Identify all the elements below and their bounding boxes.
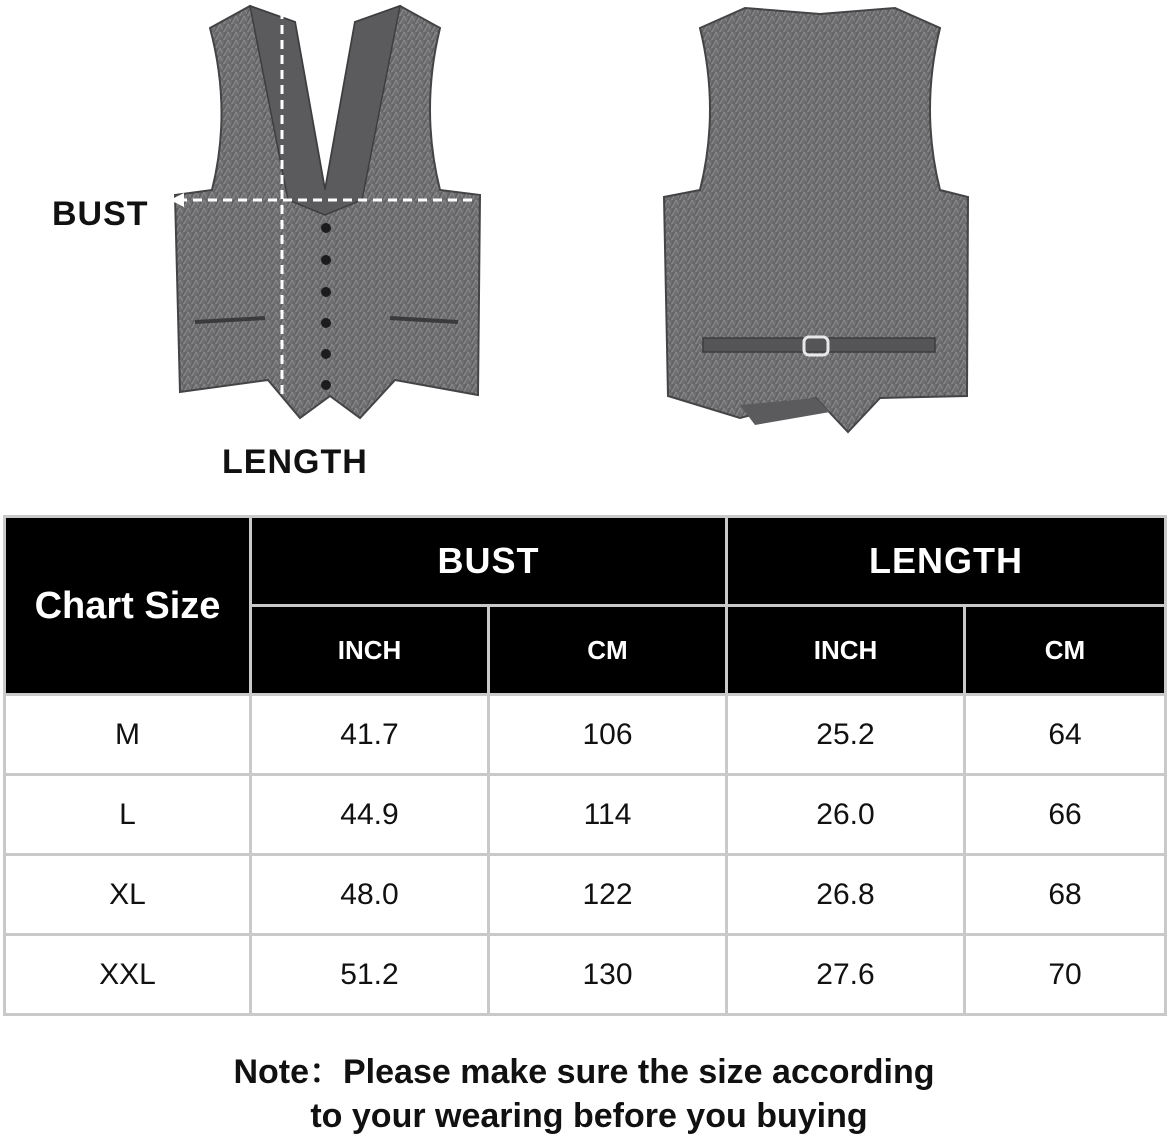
table-row [5,695,1166,775]
bust-group-header: BUST [251,517,727,606]
length-cm-cell: 70 [965,935,1166,1015]
length-inch-cell: 25.2 [727,695,965,775]
bust-inch-cell: 41.7 [251,695,489,775]
vest-back-illustration [664,8,968,432]
bust-cm-cell: 122 [489,855,727,935]
bust-cm-cell: 130 [489,935,727,1015]
note-line-2: to your wearing before you buying [310,1097,868,1135]
vest-diagram [0,0,1168,500]
bust-cm-header: CM [489,606,727,695]
length-inch-cell: 26.8 [727,855,965,935]
note-line-1: Note：Please make sure the size according [233,1053,935,1091]
bust-inch-cell: 51.2 [251,935,489,1015]
bust-cm-cell: 106 [489,695,727,775]
bust-inch-cell: 48.0 [251,855,489,935]
size-cell: XXL [5,935,251,1015]
length-label: LENGTH [222,443,368,481]
length-group-header: LENGTH [727,517,1166,606]
length-inch-header: INCH [727,606,965,695]
length-cm-cell: 68 [965,855,1166,935]
bust-label: BUST [52,195,149,233]
table-row [5,855,1166,935]
length-inch-cell: 26.0 [727,775,965,855]
size-cell: M [5,695,251,775]
table-row [5,775,1166,855]
length-cm-header: CM [965,606,1166,695]
size-chart-table [3,515,1167,1016]
bust-cm-cell: 114 [489,775,727,855]
bust-inch-cell: 44.9 [251,775,489,855]
chart-size-header: Chart Size [5,517,251,695]
length-arrow-icon [275,418,289,432]
vest-front-illustration [170,6,480,432]
length-cm-cell: 66 [965,775,1166,855]
bust-inch-header: INCH [251,606,489,695]
size-cell: L [5,775,251,855]
length-cm-cell: 64 [965,695,1166,775]
table-row [5,935,1166,1015]
size-note [0,1050,1168,1138]
size-cell: XL [5,855,251,935]
length-inch-cell: 27.6 [727,935,965,1015]
